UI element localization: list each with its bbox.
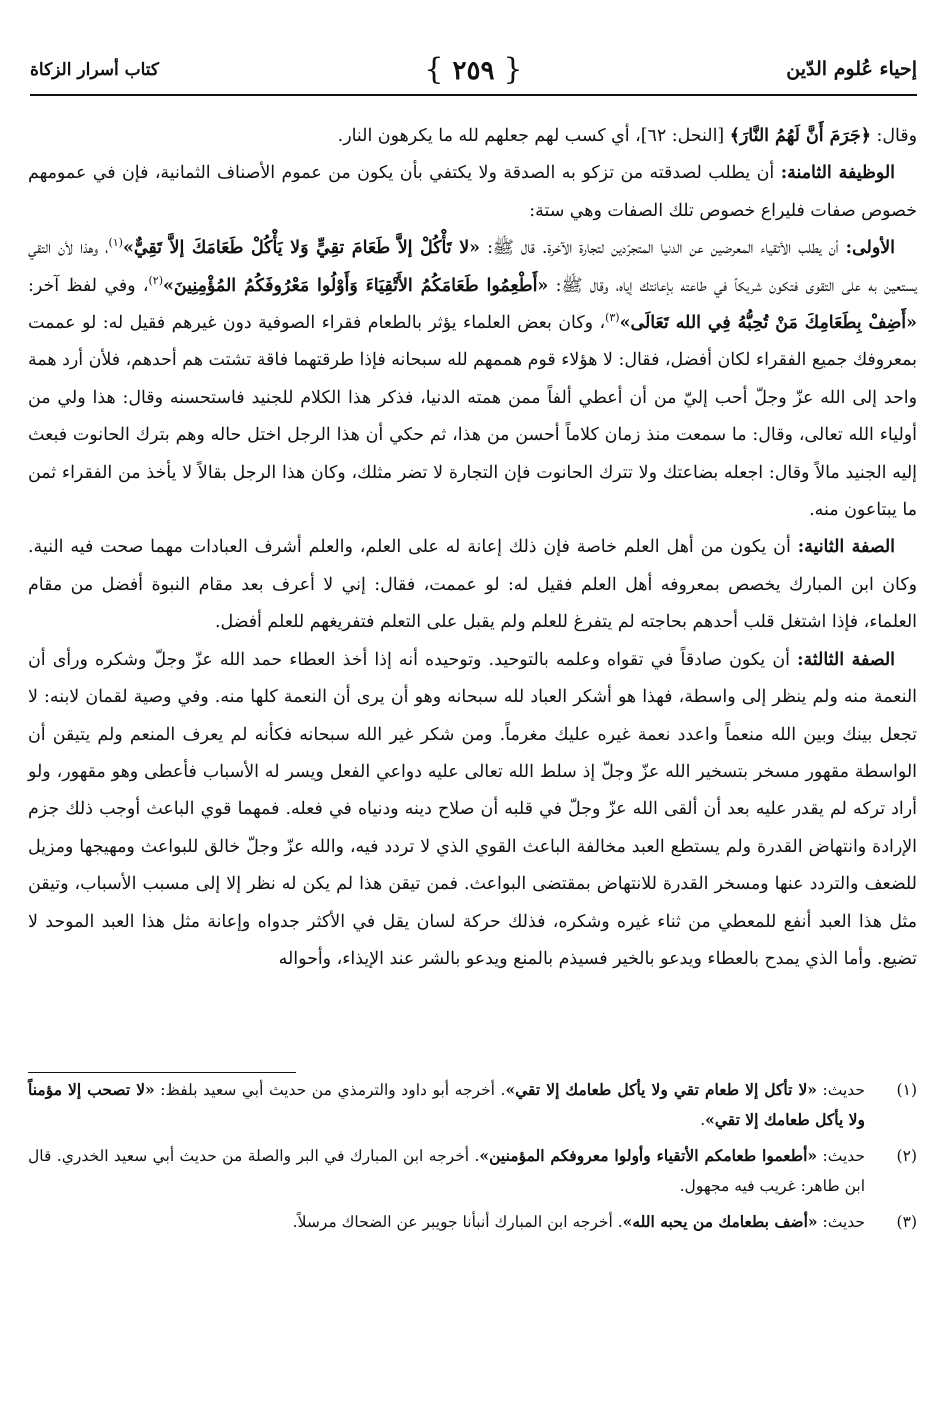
footnote-item xyxy=(28,1141,917,1201)
hadith-quote: «أَضِفْ بِطَعَامِكَ مَنْ تُحِبُّهُ فِي الله تَعَالَى» xyxy=(619,313,917,334)
text-run: . أخرجه ابن المبارك أنبأنا جويبر عن الضحاك مرسلاً. xyxy=(292,1213,623,1231)
section-title: كتاب أسرار الزكاة xyxy=(30,60,159,80)
text-run: حديث: xyxy=(817,1213,865,1231)
paragraph-eighth-duty xyxy=(28,155,917,230)
text-run: ، وفي لفظ آخر: xyxy=(28,275,149,296)
page-header xyxy=(30,52,917,102)
footnote-number: (٢) xyxy=(896,1147,917,1165)
text-run: ، وكان بعض العلماء يؤثر بالطعام فقراء الصوفية دون غيرهم فقيل له: لو عممت بمعروفك جميع الفقراء لكان أفضل، فقال: لا هؤلاء قوم هممهم لله سبحانه فإذا طرقتهما فاقة تشتت هم أحدهم، فلأن أرد همة واحد إلى الله عزّ وجلّ أحب إليّ من أن أعطي ألفاً ممن همته الدنيا، فذكر هذا الكلام للجنيد فاستحسنه وقال: هذا ولي من أولياء الله تعالى، وقال: ما سمعت منذ زمان كلاماً أحسن من هذا، ثم حكي أن هذا الرجل اختل حاله وهم بترك الحانوت فبعث إليه الجنيد مالاً وقال: اجعله بضاعتك ولا تترك الحانوت فإن التجارة لا تضر مثلك، وكان هذا الرجل بقالاً لا يأخذ من الفقراء ثمن ما يبتاعون منه. xyxy=(28,313,917,521)
hadith-quote: «لا تَأْكُلْ إلاَّ طَعَامَ تقِيٍّ وَلا يَأْكُلْ طَعَامَكَ إلاَّ تَقِيٌّ» xyxy=(122,238,480,259)
text-run: وقال: xyxy=(870,126,917,146)
footnote-ref[interactable]: (١) xyxy=(108,236,123,250)
header-divider xyxy=(30,94,917,96)
quran-verse: ﴿جَرَمَ أَنَّ لَهُمُ النَّارَ﴾ xyxy=(729,126,871,146)
paragraph-second-quality xyxy=(28,529,917,641)
text-run: أن يكون من أهل العلم خاصة فإن ذلك إعانة له على العلم، والعلم أشرف العبادات مهما صحت فيه النية. وكان ابن المبارك يخصص بمعروفه أهل العلم فقيل له: لو عممت، فقال: إني لا أعرف بعد مقام النبوة أفضل من مقام العلماء، فإذا اشتغل قلب أحدهم بحاجته لم يتفرغ للعلم ولم يقبل على التعلم فتفريغهم للعلم أفضل. xyxy=(28,537,917,633)
footnote-number: (١) xyxy=(896,1081,917,1099)
heading-third-quality: الصفة الثالثة: xyxy=(797,649,895,670)
text-run: أن يطلب لصدقته من تزكو به الصدقة ولا يكتفي بأن يكون من عموم الأصناف الثمانية، فإن في عمومهم خصوص صفات فليراع خصوص تلك الصفات وهي ستة: xyxy=(28,163,917,221)
text-run: ، وهذا لأن التقي يستعين به على التقوى فتكون شريكاً في طاعته بإعانتك إياه، وقال ﷺ: xyxy=(28,238,917,296)
footnote-quote: «أضف بطعامك من يحبه الله» xyxy=(622,1212,818,1231)
text-run: حديث: xyxy=(816,1081,865,1099)
footnote-divider xyxy=(28,1072,296,1073)
heading-second-quality: الصفة الثانية: xyxy=(797,537,895,558)
footnote-quote: «لا تأكل إلا طعام تقي ولا يأكل طعامك إلا تقي» xyxy=(505,1080,817,1099)
footnote-number: (٣) xyxy=(896,1213,917,1231)
page-number-value: ٢٥٩ xyxy=(452,56,495,86)
text-run: [النحل: ٦٢]، أي كسب لهم جعلهم لله ما يكرهون النار. xyxy=(337,126,730,146)
footnote-item xyxy=(28,1207,917,1237)
hadith-quote: «أَطْعِمُوا طَعَامَكُمُ الأَتْقِيَاءَ وَأَوْلُوا مَعْرُوفَكُمُ المُؤْمِنِينَ» xyxy=(163,275,549,296)
heading-first-quality: الأولى: xyxy=(845,238,895,259)
footnote-item xyxy=(28,1075,917,1135)
footnote-ref[interactable]: (٢) xyxy=(148,273,163,287)
text-run: . أخرجه أبو داود والترمذي من حديث أبي سعيد بلفظ: xyxy=(154,1081,506,1099)
footnotes xyxy=(28,1075,917,1237)
text-run: حديث: xyxy=(817,1147,866,1165)
heading-eighth-duty: الوظيفة الثامنة: xyxy=(780,163,895,184)
paragraph-third-quality xyxy=(28,642,917,979)
text-run: أن يكون صادقاً في تقواه وعلمه بالتوحيد. وتوحيده أنه إذا أخذ العطاء حمد الله عزّ وجلّ وشكره ورأى أن النعمة منه ولم ينظر إلى واسطة، فهذا هو أشكر العباد لله سبحانه وهو أن يرى أن النعمة كلها منه. وفي وصية لقمان لابنه: لا تجعل بينك وبين الله منعماً واعدد نعمة غيره عليك مغرماً. ومن شكر غير الله سبحانه فكأنه لم يعرف المنعم ولم يتيقن أن الواسطة مقهور مسخر بتسخير الله عزّ وجلّ إذ سلط الله تعالى عليه دواعي الفعل ويسر له الأسباب فأعطى وهو مقهور، ولو أراد تركه لم يقدر عليه بعد أن ألقى الله عزّ وجلّ في قلبه أن صلاح دينه ودنياه في فعله. فمهما قوي الباعث أوجب ذلك جزم الإرادة وانتهاض القدرة ولم يستطع العبد مخالفة الباعث القوي الذي لا تردد فيه، والله عزّ وجلّ خالق للبواعث ومهيجها ومزيل للضعف والتردد عنها ومسخر القدرة للانتهاض بمقتضى البواعث. فمن تيقن هذا لم يكن له نظر إلا إلى مسبب الأسباب، وتيقن مثل هذا العبد أنفع للمعطي من ثناء غيره وشكره، فذلك حركة لسان يقل في الأكثر جدواه وإعانة مثل هذا العبد الموحد لا تضيع. وأما الذي يمدح بالعطاء ويدعو بالخير فسيذم بالمنع ويدعو بالشر عند الإيذاء، وأحواله xyxy=(28,649,917,969)
footnote-quote: «أطعموا طعامكم الأتقياء وأولوا معروفكم المؤمنين» xyxy=(479,1146,818,1165)
footnote-quote: «لا تصحب إلا مؤمناً ولا يأكل طعامك إلا تقي» xyxy=(28,1080,865,1129)
footnote-ref[interactable]: (٣) xyxy=(605,311,620,325)
ornament-brace-right: } xyxy=(424,52,444,87)
text-run: . xyxy=(700,1111,706,1129)
page-number xyxy=(424,52,522,87)
text-run: . أخرجه ابن المبارك في البر والصلة من حديث أبي سعيد الخدري. قال ابن طاهر: غريب فيه مجهول. xyxy=(28,1147,865,1195)
main-text xyxy=(28,118,917,978)
paragraph-first-quality xyxy=(28,230,917,529)
book-title: إحياء عُلوم الدّين xyxy=(786,58,917,80)
text-run: أن يطلب الأتقياء المعرضين عن الدنيا المتجرّدين لتجارة الآخرة. قال ﷺ: xyxy=(480,238,846,259)
ornament-brace-left: { xyxy=(503,52,523,87)
paragraph-quran-citation xyxy=(28,118,917,155)
